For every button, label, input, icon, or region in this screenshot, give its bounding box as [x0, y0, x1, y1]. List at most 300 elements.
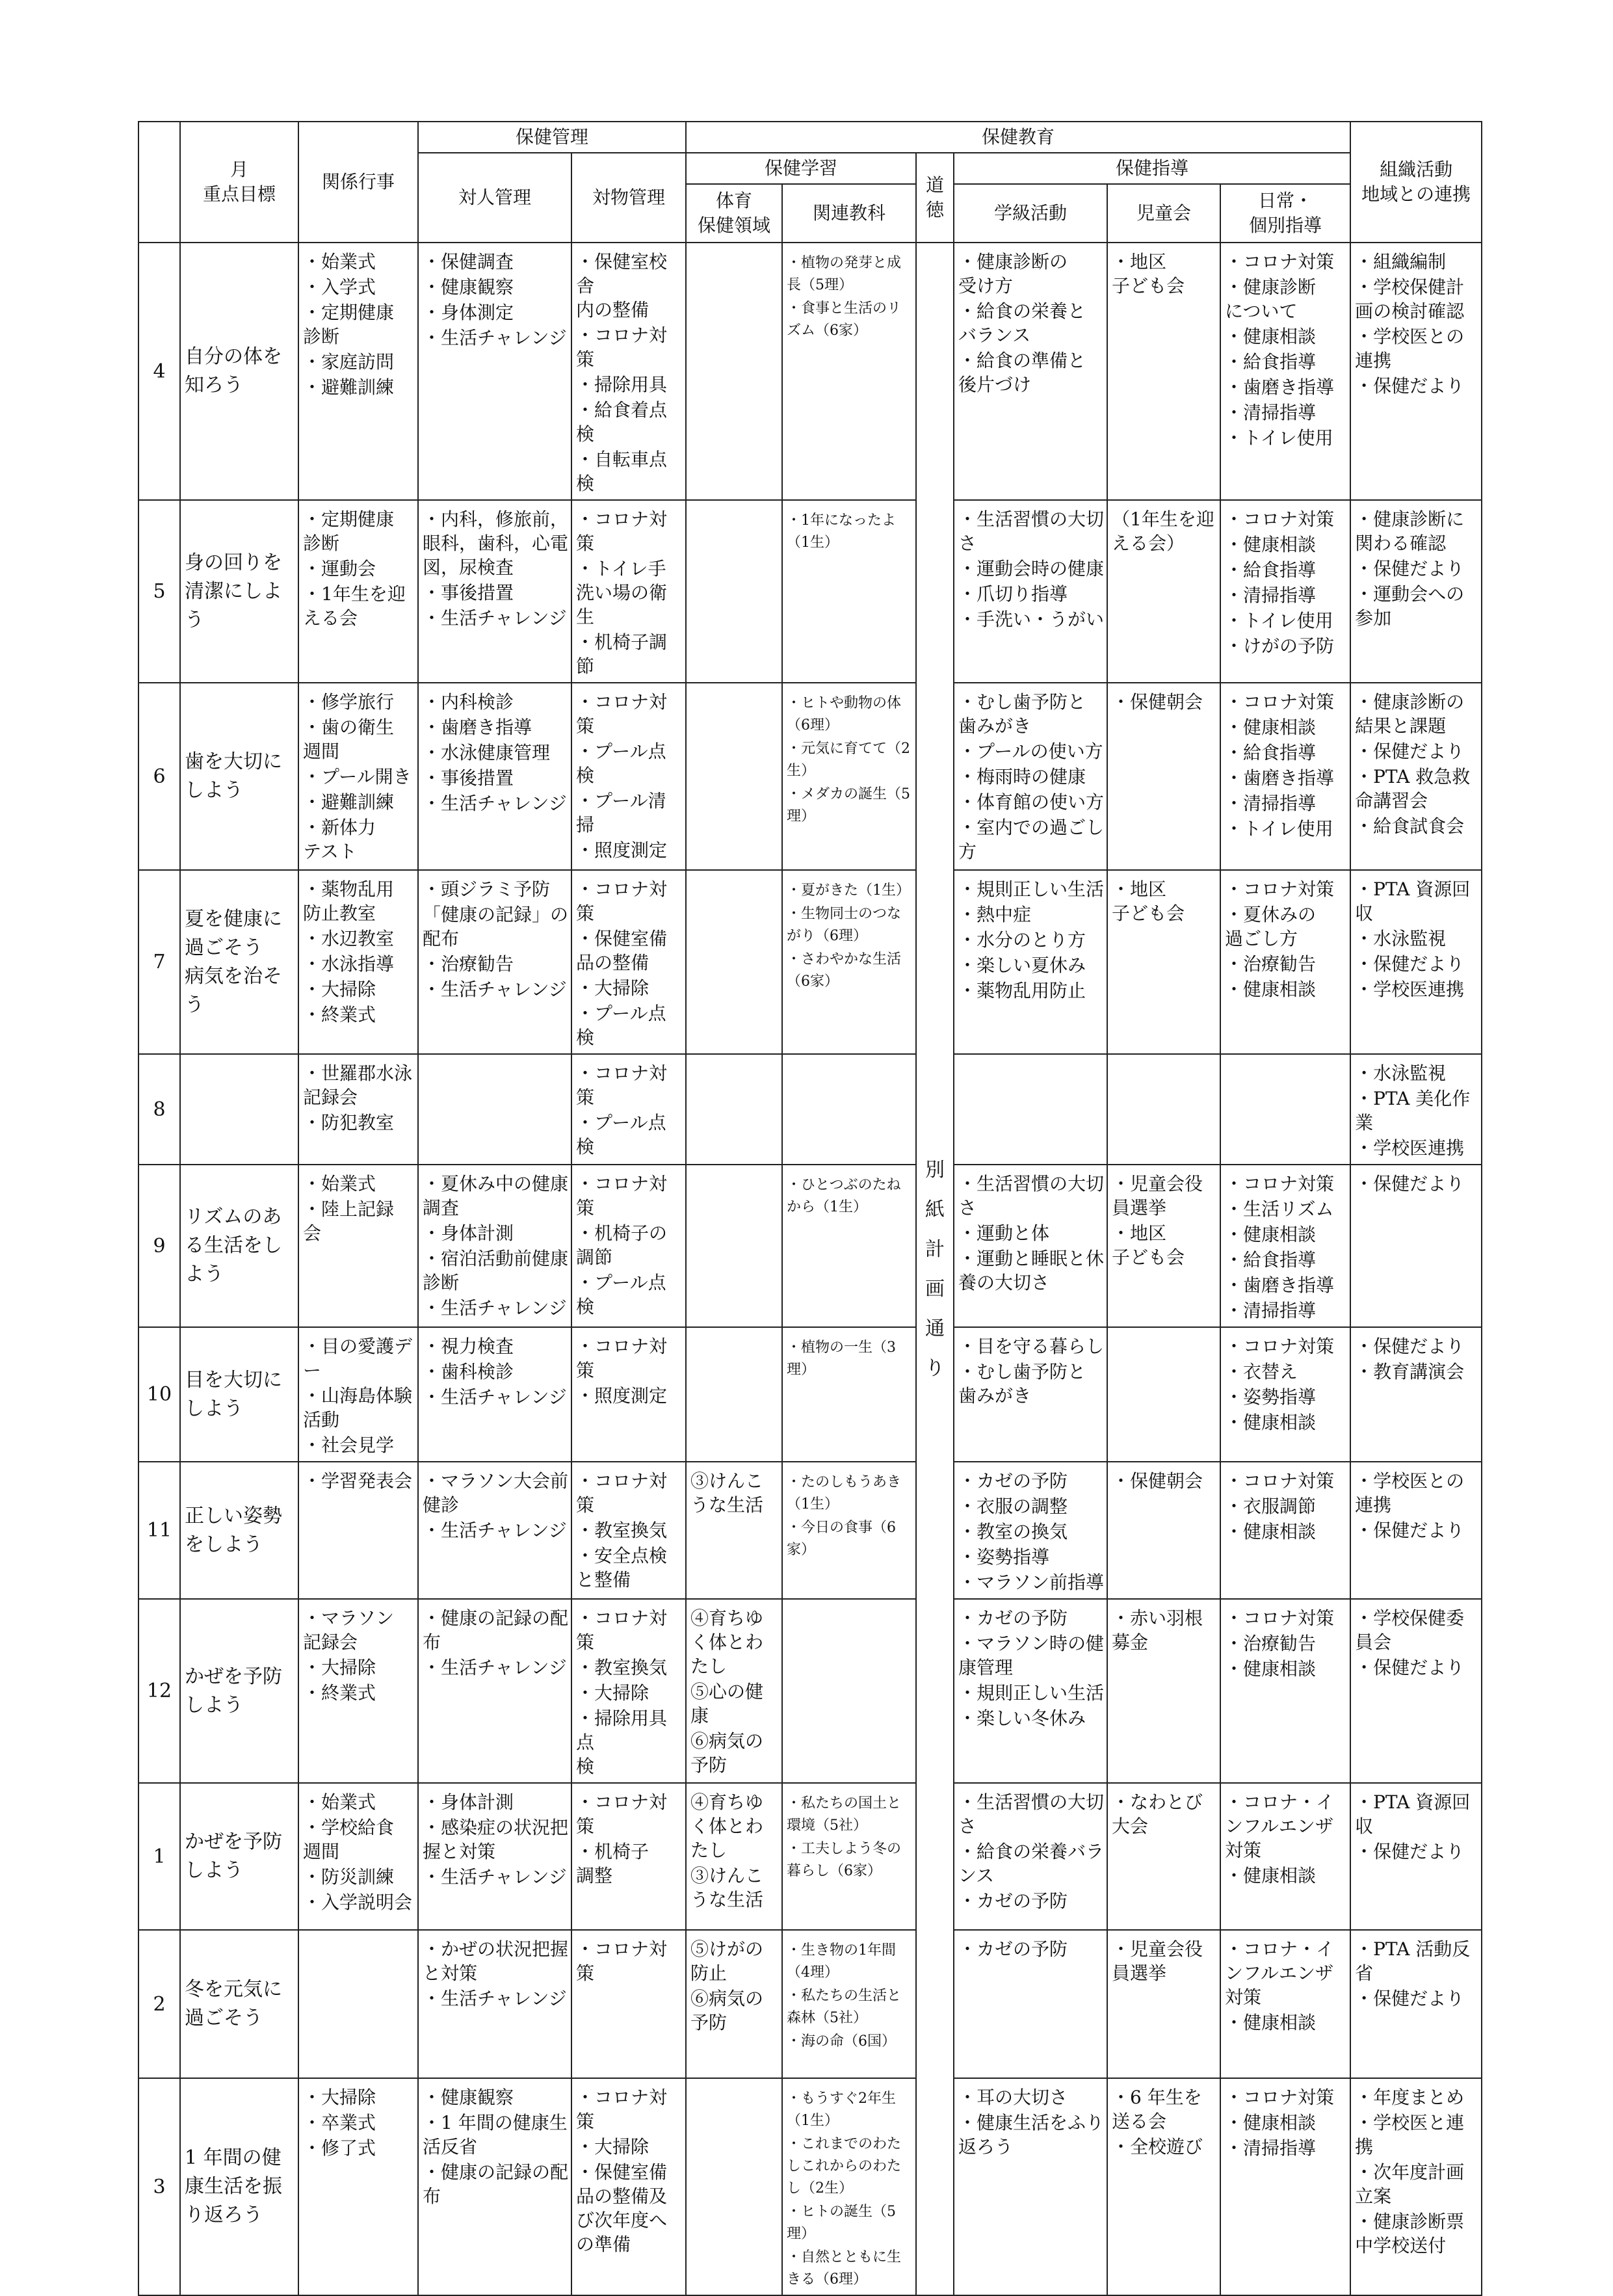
item-list [958, 1334, 1104, 1408]
item-list [423, 690, 568, 815]
list-item: ④育ちゆく体とわたし [690, 1607, 764, 1677]
month-cell: 6 [138, 683, 180, 870]
list-item: ・学校医との 連携 [1355, 1470, 1465, 1516]
list-item: ・コロナ対策 [1225, 1336, 1335, 1357]
class-activity-cell [954, 870, 1107, 1054]
month-cell: 8 [138, 1054, 180, 1165]
item-list [303, 1172, 415, 1245]
list-item: ・自然とともに生きる（6理） [787, 2249, 902, 2288]
list-item: ・大掃除 [303, 2087, 376, 2108]
list-item: ・生活チャレンジ [423, 1386, 567, 1408]
list-item: ・保健だより [1355, 1988, 1465, 2009]
list-item: ・コロナ対策 [1225, 251, 1335, 272]
list-item: ・生活チャレンジ [423, 979, 567, 1000]
related-subjects-cell [782, 500, 916, 683]
related-subjects-cell [782, 1327, 916, 1462]
org-activity-cell [1350, 243, 1482, 500]
events-cell [298, 243, 418, 500]
list-item: ・コロナ対策 [1225, 508, 1335, 530]
header-moral-char: 道 [926, 174, 945, 196]
goal-cell: 歯を大切に しよう [180, 683, 298, 870]
moral-note-char: 別 [925, 1158, 945, 1181]
list-item: ・地区 子ども会 [1112, 1222, 1185, 1268]
list-item: ・楽しい夏休み [958, 955, 1086, 976]
children-council-cell [1107, 1165, 1220, 1327]
daily-guidance-cell [1220, 243, 1350, 500]
moral-note-char: 画 [925, 1277, 945, 1300]
header-daily: 日常・ 個別指導 [1220, 184, 1350, 243]
item-list [423, 1606, 568, 1680]
org-activity-cell [1350, 1599, 1482, 1783]
list-item: ・運動と体 [958, 1222, 1050, 1244]
item-list [958, 877, 1104, 1003]
item-list [423, 1334, 568, 1409]
object-mgmt-cell [571, 1783, 686, 1930]
list-item: ・ひとつぶのたねから（1生） [787, 1177, 901, 1215]
moral-note [917, 1158, 953, 1380]
month-row [138, 1165, 1482, 1327]
item-list [1112, 507, 1217, 555]
list-item: ・保健だより [1355, 558, 1465, 579]
events-cell [298, 2078, 418, 2295]
object-mgmt-cell [571, 500, 686, 683]
list-item: ・歯の衛生 週間 [303, 717, 395, 762]
list-item: ・学校医と連携 [1355, 2112, 1465, 2157]
item-list [1112, 1469, 1217, 1493]
list-item: ・プールの使い方 [958, 741, 1103, 762]
pe-health-cell [686, 683, 782, 870]
header-month-goal: 月 重点目標 [180, 122, 298, 243]
item-list [1225, 2085, 1347, 2160]
events-cell [298, 1165, 418, 1327]
children-council-cell [1107, 500, 1220, 683]
list-item: ・PTA 活動反省 [1355, 1938, 1471, 1984]
month-row [138, 1783, 1482, 1930]
related-subjects-cell [782, 1462, 916, 1599]
list-item: ・コロナ対策 [576, 1062, 668, 1108]
item-list [423, 1790, 568, 1889]
list-item: ・始業式 [303, 251, 376, 272]
list-item: ・歯磨き指導 [1225, 767, 1335, 789]
goal-cell [180, 1054, 298, 1165]
class-activity-cell [954, 1165, 1107, 1327]
list-item: ・卒業式 [303, 2112, 376, 2133]
list-item: ・教室の換気 [958, 1521, 1068, 1542]
list-item: ・室内での過ごし方 [958, 817, 1105, 862]
list-item: ・運動会への参加 [1355, 583, 1465, 629]
list-item: ・大掃除 [576, 977, 649, 999]
list-item: ・健康相談 [1225, 326, 1317, 347]
list-item: ・コロナ対策 [1225, 691, 1335, 713]
list-item: ⑥病気の予防 [690, 1988, 764, 2033]
pe-health-cell [686, 870, 782, 1054]
list-item: ・健康の記録の配布 [423, 1607, 569, 1653]
events-cell [298, 500, 418, 683]
list-item: ⑥病気の予防 [690, 1730, 764, 1776]
list-item: ・健康観察 [423, 276, 514, 298]
events-cell [298, 1327, 418, 1462]
list-item: ・保健だより [1355, 375, 1465, 397]
list-item: ・健康観察 [423, 2087, 514, 2108]
list-item: ・新体力 テスト [303, 817, 376, 862]
list-item: ・PTA 美化作業 [1355, 1088, 1471, 1133]
item-list [1225, 1606, 1347, 1681]
item-list [958, 1172, 1104, 1295]
children-council-cell [1107, 2078, 1220, 2295]
list-item: ・給食指導 [1225, 351, 1317, 373]
children-council-cell [1107, 243, 1220, 500]
item-list [1355, 1937, 1478, 2011]
list-item: ・机椅子 調整 [576, 1841, 649, 1886]
item-list [303, 1606, 415, 1705]
list-item: ・夏がきた（1生） [787, 882, 911, 899]
item-list [576, 1061, 683, 1159]
personal-mgmt-cell [418, 243, 571, 500]
list-item: ・1年になったよ（1生） [787, 512, 897, 551]
class-activity-cell [954, 1327, 1107, 1462]
item-list [1112, 2085, 1217, 2159]
list-item: ・衣替え [1225, 1361, 1298, 1382]
list-item: ・保健朝会 [1112, 691, 1203, 713]
list-item: ・給食指導 [1225, 742, 1317, 763]
list-item: ・大掃除 [303, 979, 376, 1000]
list-item: ・かぜの状況把握と対策 [423, 1938, 569, 1984]
list-item: ・コロナ対策 [1225, 1470, 1335, 1492]
list-item: ・もうすぐ2年生（1生） [787, 2091, 897, 2129]
list-item: ・事後措置 [423, 767, 514, 789]
item-list [303, 1469, 415, 1493]
daily-guidance-cell [1220, 1165, 1350, 1327]
list-item: ・清掃指導 [1225, 402, 1317, 423]
children-council-cell [1107, 683, 1220, 870]
item-list [1225, 1937, 1347, 2035]
list-item: ・大掃除 [303, 1657, 376, 1678]
list-item: ・健康相談 [1225, 1224, 1317, 1245]
list-item: ・マラソン大会前健診 [423, 1470, 569, 1516]
related-subjects-cell [782, 1930, 916, 2078]
item-list [1112, 1606, 1217, 1654]
month-cell: 12 [138, 1599, 180, 1783]
list-item: ・山海島体験活動 [303, 1385, 413, 1431]
list-item: ・保健だより [1355, 741, 1465, 762]
item-list [1225, 690, 1347, 841]
item-list [958, 690, 1104, 864]
list-item: ・コロナ対策 [576, 508, 668, 554]
list-item: ・保健だより [1355, 1841, 1465, 1862]
children-council-cell [1107, 1462, 1220, 1599]
list-item: ・手洗い・うがい [958, 609, 1105, 630]
list-item: ・学校給食 週間 [303, 1817, 395, 1862]
goal-cell: リズムのあ る生活をし よう [180, 1165, 298, 1327]
related-subjects-cell [782, 1165, 916, 1327]
list-item: ・爪切り指導 [958, 583, 1068, 605]
goal-cell: かぜを予防 しよう [180, 1599, 298, 1783]
list-item: ・定期健康 診断 [303, 508, 395, 554]
personal-mgmt-cell [418, 1930, 571, 2078]
header-children-council: 児童会 [1107, 184, 1220, 243]
pe-health-cell [686, 1054, 782, 1165]
list-item: ・コロナ対策 [576, 1938, 668, 1984]
events-cell [298, 1783, 418, 1930]
item-list [1112, 1172, 1217, 1269]
month-row [138, 1462, 1482, 1599]
list-item: ・さわやかな生活（6家） [787, 951, 902, 990]
list-item: ・たのしもうあき（1生） [787, 1474, 902, 1512]
header-org: 組織活動 地域との連携 [1350, 122, 1482, 243]
item-list [576, 1172, 683, 1319]
related-subjects-cell [782, 683, 916, 870]
month-cell: 10 [138, 1327, 180, 1462]
item-list [690, 1790, 779, 1912]
list-item: ・海の命（6国） [787, 2033, 897, 2050]
related-subjects-cell [782, 1783, 916, 1930]
item-list [423, 2085, 568, 2208]
daily-guidance-cell [1220, 2078, 1350, 2295]
list-item: ・生物同士のつながり（6理） [787, 906, 902, 944]
personal-mgmt-cell [418, 1327, 571, 1462]
daily-guidance-cell [1220, 1930, 1350, 2078]
list-item: ・健康相談 [1225, 1658, 1317, 1680]
children-council-cell [1107, 1054, 1220, 1165]
daily-guidance-cell [1220, 1783, 1350, 1930]
list-item: ・カゼの予防 [958, 1607, 1068, 1629]
list-item: ・コロナ対策 [576, 2087, 668, 2132]
month-row [138, 870, 1482, 1054]
item-list [576, 1790, 683, 1888]
item-list [958, 2085, 1104, 2159]
item-list [1225, 1334, 1347, 1434]
item-list [787, 252, 913, 342]
list-item: ・カゼの予防 [958, 1470, 1068, 1492]
list-item: ・保健調査 [423, 251, 514, 272]
list-item: ・プール開き [303, 766, 412, 787]
list-item: ・清掃指導 [1225, 585, 1317, 606]
month-row [138, 243, 1482, 500]
item-list [303, 250, 415, 399]
list-item: ・コロナ・インフルエンザ対策 [1225, 1791, 1335, 1861]
list-item: ・清掃指導 [1225, 2137, 1317, 2159]
list-item: ・これまでのわたしこれからのわたし（2生） [787, 2136, 902, 2197]
list-item: ・私たちの国土と環境（5社） [787, 1795, 902, 1834]
moral-cell [916, 243, 954, 2295]
list-item: ・照度測定 [576, 839, 668, 861]
daily-guidance-cell [1220, 1599, 1350, 1783]
events-cell [298, 1599, 418, 1783]
list-item: ・PTA 救急救命講習会 [1355, 766, 1471, 812]
item-list [958, 250, 1104, 397]
item-list [303, 877, 415, 1027]
list-item: ・身体測定 [423, 302, 514, 323]
personal-mgmt-cell [418, 1054, 571, 1165]
list-item: ・コロナ対策 [576, 1607, 668, 1653]
item-list [787, 1337, 913, 1381]
list-item: ・6 年生を 送る会 [1112, 2087, 1202, 2132]
list-item: ・地区 子ども会 [1112, 251, 1185, 297]
object-mgmt-cell [571, 1930, 686, 2078]
list-item: ・机椅子調節 [576, 631, 668, 677]
list-item: ・プール点検 [576, 1112, 666, 1157]
list-item: ・水泳監視 [1355, 1062, 1447, 1084]
list-item: ・運動と睡眠と休養の大切さ [958, 1248, 1105, 1293]
list-item: ・教室換気 [576, 1657, 668, 1678]
list-item: ・コロナ対策 [576, 691, 668, 737]
list-item: ・修了式 [303, 2137, 376, 2159]
pe-health-cell [686, 1165, 782, 1327]
list-item: ・組織編制 [1355, 251, 1447, 272]
list-item: ・生活チャレンジ [423, 1297, 567, 1319]
list-item: ・赤い羽根 募金 [1112, 1607, 1203, 1653]
list-item: ・姿勢指導 [958, 1546, 1050, 1568]
list-item: ・水泳監視 [1355, 928, 1447, 949]
list-item: ・プール点検 [576, 1003, 666, 1048]
list-item: ・安全点検 と整備 [576, 1545, 668, 1590]
item-list [576, 1334, 683, 1408]
children-council-cell [1107, 870, 1220, 1054]
list-item: ・生活習慣の大切さ [958, 1791, 1105, 1837]
list-item: ・水辺教室 [303, 928, 395, 949]
org-activity-cell [1350, 1054, 1482, 1165]
list-item: ・マラソン前指導 [958, 1572, 1105, 1593]
daily-guidance-cell [1220, 500, 1350, 683]
org-activity-cell [1350, 683, 1482, 870]
list-item: ・入学説明会 [303, 1892, 413, 1913]
item-list [576, 507, 683, 678]
item-list [576, 690, 683, 862]
list-item: ・コロナ対策 [576, 1336, 668, 1381]
item-list [303, 1061, 415, 1135]
header-moral [916, 153, 954, 243]
children-council-cell [1107, 1783, 1220, 1930]
list-item: ・楽しい冬休み [958, 1708, 1086, 1729]
list-item: ・目の愛護デー [303, 1336, 413, 1381]
list-item: ・生活チャレンジ [423, 1520, 567, 1541]
list-item: ・生活チャレンジ [423, 607, 567, 629]
item-list [787, 1471, 913, 1561]
list-item: ・姿勢指導 [1225, 1386, 1317, 1408]
list-item: ・コロナ対策 [576, 1173, 668, 1219]
list-item: ・掃除用具点 検 [576, 1708, 668, 1777]
list-item: ・保健室備品の整備及び次年度への準備 [576, 2161, 668, 2255]
list-item: ・メダカの誕生（5理） [787, 786, 911, 825]
list-item: ・生活チャレンジ [423, 1866, 567, 1888]
pe-health-cell [686, 1599, 782, 1783]
class-activity-cell [954, 1599, 1107, 1783]
pe-health-cell [686, 1783, 782, 1930]
list-item: ・世羅郡水泳記録会 [303, 1062, 413, 1108]
item-list [787, 1174, 913, 1219]
list-item: ・生活習慣の大切さ [958, 1173, 1105, 1219]
class-activity-cell [954, 683, 1107, 870]
list-item: ・保健だより [1355, 953, 1465, 975]
list-item: ・終業式 [303, 1682, 376, 1704]
header-health-edu: 保健教育 [686, 122, 1350, 153]
list-item: ・地区 子ども会 [1112, 878, 1185, 924]
pe-health-cell [686, 1462, 782, 1599]
org-activity-cell [1350, 1327, 1482, 1462]
object-mgmt-cell [571, 1462, 686, 1599]
list-item: ・給食の栄養と バランス [958, 300, 1086, 346]
list-item: ・机椅子の 調節 [576, 1222, 668, 1268]
item-list [787, 1940, 913, 2053]
plan-body [138, 243, 1482, 2295]
header-object-mgmt: 対物管理 [571, 153, 686, 243]
list-item: ・健康相談 [1225, 717, 1317, 738]
header-pe-health: 体育 保健領域 [686, 184, 782, 243]
item-list [303, 690, 415, 864]
item-list [576, 877, 683, 1049]
list-item: ・保健だより [1355, 1657, 1465, 1678]
item-list [576, 250, 683, 495]
children-council-cell [1107, 1327, 1220, 1462]
list-item: ・防犯教室 [303, 1112, 395, 1133]
list-item: ・給食指導 [1225, 559, 1317, 581]
goal-cell: 自分の体を 知ろう [180, 243, 298, 500]
list-item: ・学校医連携 [1355, 979, 1465, 1000]
class-activity-cell [954, 1783, 1107, 1930]
list-item: ・熱中症 [958, 904, 1032, 925]
list-item: ・コロナ対策 [576, 878, 668, 924]
personal-mgmt-cell [418, 1783, 571, 1930]
list-item: ・次年度計画立案 [1355, 2161, 1465, 2207]
list-item: ・植物の発芽と成長（5理） [787, 255, 902, 293]
org-activity-cell [1350, 1165, 1482, 1327]
list-item: ・健康相談 [1225, 1412, 1317, 1433]
list-item: ・治療勧告 [1225, 1633, 1317, 1654]
list-item: ・水分のとり方 [958, 929, 1086, 951]
object-mgmt-cell [571, 2078, 686, 2295]
personal-mgmt-cell [418, 683, 571, 870]
list-item: ・清掃指導 [1225, 1300, 1317, 1321]
pe-health-cell [686, 500, 782, 683]
moral-note-char: 計 [925, 1237, 945, 1261]
list-item: ④育ちゆく体とわたし [690, 1791, 764, 1861]
class-activity-cell [954, 243, 1107, 500]
list-item: ・健康相談 [1225, 2012, 1317, 2033]
list-item: 「健康の記録」の配布 [423, 904, 569, 949]
header-health-study: 保健学習 [686, 153, 916, 184]
list-item: ・コロナ対策 [576, 1470, 668, 1516]
object-mgmt-cell [571, 1054, 686, 1165]
list-item: ・健康診断の結果と課題 [1355, 691, 1465, 737]
item-list [576, 1469, 683, 1592]
class-activity-cell [954, 500, 1107, 683]
goal-cell: 夏を健康に 過ごそう 病気を治そ う [180, 870, 298, 1054]
month-cell: 9 [138, 1165, 180, 1327]
org-activity-cell [1350, 2078, 1482, 2295]
list-item: ・夏休みの 過ごし方 [1225, 904, 1317, 949]
list-item: ・生活習慣の大切さ [958, 508, 1105, 554]
month-row [138, 1327, 1482, 1462]
personal-mgmt-cell [418, 1599, 571, 1783]
list-item: ・身体計測 [423, 1222, 514, 1244]
header-blank [138, 122, 180, 243]
moral-note-char: 紙 [925, 1198, 945, 1221]
list-item: ・カゼの予防 [958, 1938, 1068, 1960]
list-item: ・歯磨き指導 [1225, 1274, 1335, 1296]
object-mgmt-cell [571, 870, 686, 1054]
item-list [787, 1793, 913, 1882]
item-list [1112, 1790, 1217, 1838]
list-item: ・健康の記録の配布 [423, 2161, 569, 2207]
month-row [138, 2078, 1482, 2295]
list-item: ・健康診断に関わる確認 [1355, 508, 1465, 554]
item-list [1355, 1172, 1478, 1196]
events-cell [298, 870, 418, 1054]
list-item: ・コロナ対策 [576, 324, 668, 370]
list-item: ・コロナ対策 [1225, 1173, 1335, 1194]
item-list [958, 507, 1104, 631]
org-activity-cell [1350, 1783, 1482, 1930]
